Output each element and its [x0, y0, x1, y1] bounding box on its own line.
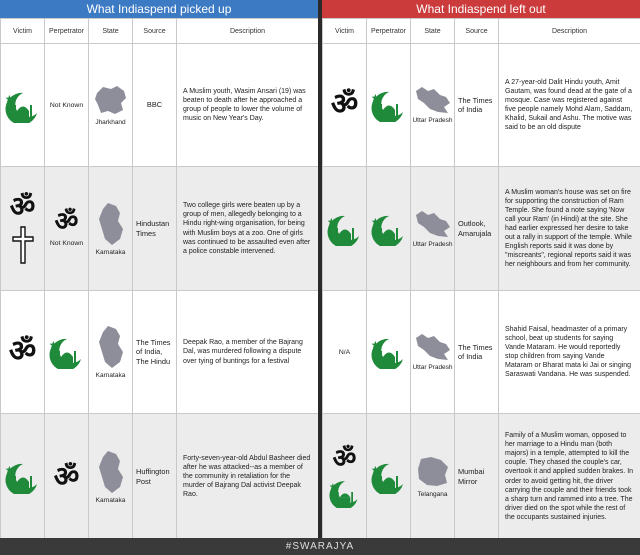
crescent-mosque-icon: [369, 333, 409, 369]
perpetrator-cell: Not Known: [45, 44, 89, 167]
description-cell: Two college girls were beaten up by a group of men, allegedly belonging to a Hindu right-wing organisation, for being with Muslim boys at a zoo. One of girls was continued to be assaulted even after a police constable intervened.: [177, 167, 319, 291]
col-header-source: Source: [455, 19, 499, 44]
state-cell: [89, 44, 133, 167]
state-cell: [411, 414, 455, 540]
description-cell: Shahid Faisal, headmaster of a primary school, beat up students for saying Vande Mataram. He would reportedly stop children from saying Vande Mataram or Bharat mata ki Jai or singing Saraswati Vandana. He was suspended.: [499, 291, 640, 414]
table-row: [323, 291, 640, 414]
crescent-mosque-icon: [3, 87, 43, 123]
victim-cell: [1, 44, 45, 167]
state-label: Telangana: [417, 490, 448, 498]
crescent-mosque-icon: [369, 458, 409, 494]
victim-cell: N/A: [323, 291, 367, 414]
description-cell: A 27-year-old Dalit Hindu youth, Amit Gautam, was found dead at the gate of a mosque. Case was registered against five people namely Mohd Alam, Saddam, Khalid, Sukail and Ashu. The motive was said to be an old dispute: [499, 44, 640, 167]
state-cell: [411, 44, 455, 167]
col-header-description: Description: [177, 19, 319, 44]
right-panel: [322, 0, 640, 538]
state-cell: [89, 414, 133, 540]
table-row: [1, 167, 319, 291]
victim-cell: [1, 414, 45, 540]
om-icon: ॐ: [54, 207, 79, 237]
perpetrator-cell: [45, 414, 89, 540]
state-cell: [411, 291, 455, 414]
left-panel: [0, 0, 318, 538]
source-cell: The Times of India, The Hindu: [133, 291, 177, 414]
source-cell: The Times of India: [455, 44, 499, 167]
karnataka-map-icon: [96, 201, 126, 247]
description-cell: Forty-seven-year-old Abdul Basheer died after he was attacked--as a member of the community in retaliation for the murder of Bajrang Dal activist Deepak Rao.: [177, 414, 319, 540]
karnataka-map-icon: [96, 324, 126, 370]
om-icon: ॐ: [9, 189, 36, 223]
state-label: Uttar Pradesh: [412, 117, 453, 124]
uttar-pradesh-map-icon: [414, 209, 452, 239]
description-cell: A Muslim woman's house was set on fire for supporting the construction of Ram Temple. She found a note saying 'Now call your Ram' (in Hindi) at the site. She had earlier expressed her desire to take out a rally in support of the temple. While English reports said it was done by "miscreants", regional reports said it was her neighbours and from her community.: [499, 167, 640, 291]
victim-cell: [1, 291, 45, 414]
right-panel-title: What Indiaspend left out: [322, 0, 640, 18]
left-table: [0, 18, 319, 540]
footer-brand: #SWARAJYA: [0, 538, 640, 555]
table-row: [323, 44, 640, 167]
left-header-row: [1, 19, 319, 44]
table-row: [1, 291, 319, 414]
om-icon: ॐ: [332, 443, 357, 474]
om-icon: ॐ: [330, 87, 359, 122]
om-icon: ॐ: [53, 459, 80, 493]
cross-icon: [11, 225, 35, 265]
jharkhand-map-icon: [93, 83, 129, 117]
victim-cell: [323, 44, 367, 167]
table-row: [323, 167, 640, 291]
crescent-mosque-icon: [369, 86, 409, 122]
col-header-victim: Victim: [323, 19, 367, 44]
perpetrator-label: Not Known: [49, 240, 84, 247]
right-table: [322, 18, 640, 540]
karnataka-map-icon: [96, 449, 126, 495]
crescent-mosque-icon: [3, 458, 43, 494]
victim-cell: [1, 167, 45, 291]
victim-cell: [323, 167, 367, 291]
col-header-state: State: [411, 19, 455, 44]
telangana-map-icon: [415, 455, 451, 489]
col-header-source: Source: [133, 19, 177, 44]
table-row: [1, 44, 319, 167]
state-cell: [89, 167, 133, 291]
perpetrator-cell: [367, 291, 411, 414]
description-cell: Deepak Rao, a member of the Bajrang Dal, was murdered following a dispute over tying of buntings for a festival: [177, 291, 319, 414]
col-header-perpetrator: Perpetrator: [45, 19, 89, 44]
source-cell: Outlook, Amarujala: [455, 167, 499, 291]
source-cell: Hindustan Times: [133, 167, 177, 291]
perpetrator-cell: [45, 167, 89, 291]
right-header-row: [323, 19, 640, 44]
col-header-victim: Victim: [1, 19, 45, 44]
crescent-mosque-icon: [325, 210, 365, 246]
description-cell: A Muslim youth, Wasim Ansari (19) was beaten to death after he approached a group of people to lower the volume of music on New Year's Day.: [177, 44, 319, 167]
state-label: Karnataka: [95, 372, 126, 379]
source-cell: Huffington Post: [133, 414, 177, 540]
perpetrator-cell: [367, 414, 411, 540]
table-row: [1, 414, 319, 540]
col-header-state: State: [89, 19, 133, 44]
state-label: Uttar Pradesh: [412, 364, 453, 371]
left-panel-title: What Indiaspend picked up: [0, 0, 318, 18]
state-label: Uttar Pradesh: [412, 240, 453, 248]
crescent-mosque-icon: [47, 333, 87, 369]
source-cell: Mumbai Mirror: [455, 414, 499, 540]
victim-cell: [323, 414, 367, 540]
perpetrator-cell: [367, 167, 411, 291]
crescent-mosque-icon: [369, 210, 409, 246]
source-cell: BBC: [133, 44, 177, 167]
uttar-pradesh-map-icon: [414, 332, 452, 362]
perpetrator-cell: [45, 291, 89, 414]
state-label: Jharkhand: [95, 119, 126, 126]
description-cell: Family of a Muslim woman, opposed to her marriage to a Hindu man (both majors) in a temple, attempted to kill the couple. They chased the couple's car, overtook it and applied sudden brakes. In order to avoid getting hit, the driver carrying the couple and their friends took a sharp turn and rammed into a tree. The driver died on the spot while the rest of the occupants sustained injuries.: [499, 414, 640, 540]
col-header-perpetrator: Perpetrator: [367, 19, 411, 44]
state-cell: [411, 167, 455, 291]
col-header-description: Description: [499, 19, 640, 44]
state-label: Karnataka: [95, 248, 126, 256]
om-icon: ॐ: [8, 334, 37, 369]
perpetrator-cell: [367, 44, 411, 167]
state-label: Karnataka: [95, 496, 126, 504]
table-row: [323, 414, 640, 540]
uttar-pradesh-map-icon: [414, 85, 452, 115]
crescent-mosque-icon: [327, 476, 363, 508]
source-cell: The Times of India: [455, 291, 499, 414]
state-cell: [89, 291, 133, 414]
